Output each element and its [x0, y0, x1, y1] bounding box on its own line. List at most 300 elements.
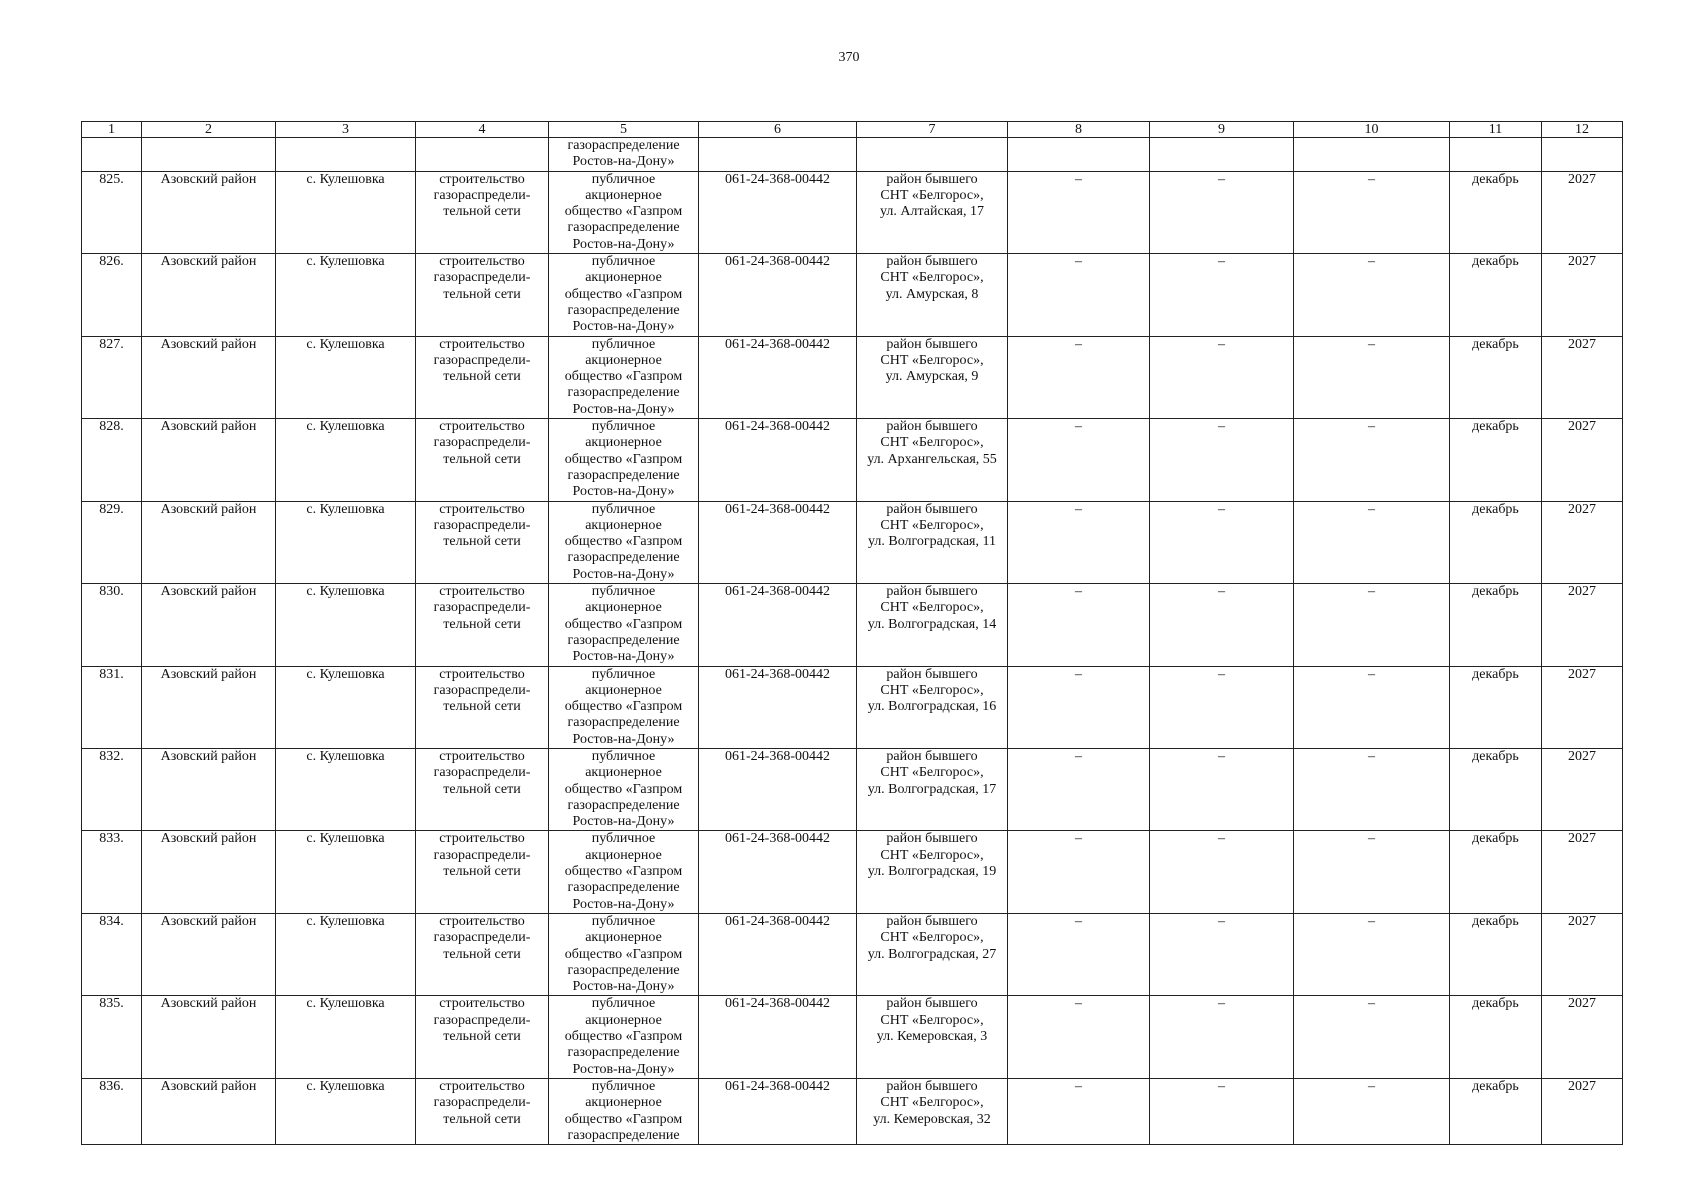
work-type-line: тельной сети — [443, 369, 521, 385]
table-row — [82, 748, 1623, 830]
registry-code-cell: 061-24-368-00442 — [699, 336, 857, 418]
organization-line: газораспределение — [567, 632, 680, 648]
district-cell: Азовский район — [142, 913, 276, 995]
organization-line: общество «Газпром — [564, 864, 683, 880]
row-number-cell: 829. — [82, 501, 142, 583]
address-line: ул. Амурская, 9 — [885, 369, 979, 385]
address-line: СНТ «Белгорос», — [880, 517, 984, 533]
registry-code-cell: 061-24-368-00442 — [699, 419, 857, 501]
address-line: ул. Волгоградская, 19 — [867, 864, 997, 880]
work-type-line: строительство — [439, 501, 525, 517]
work-type-line: тельной сети — [443, 204, 521, 220]
year-cell: 2027 — [1542, 831, 1623, 913]
table-row — [82, 831, 1623, 913]
organization-line: газораспределение — [567, 220, 680, 236]
col8-cell: – — [1008, 748, 1150, 830]
table-row — [82, 1078, 1623, 1144]
registry-code-cell: 061-24-368-00442 — [699, 831, 857, 913]
empty-cell — [1150, 138, 1294, 172]
organization-line: акционерное — [585, 1095, 662, 1111]
address-cell — [857, 666, 1008, 748]
organization-line: общество «Газпром — [564, 369, 683, 385]
organization-line: газораспределение — [567, 467, 680, 483]
address-line: район бывшего — [886, 419, 978, 435]
organization-line: газораспределение — [567, 1045, 680, 1061]
organization-line: акционерное — [585, 600, 662, 616]
work-type-cell — [416, 501, 549, 583]
work-type-cell — [416, 666, 549, 748]
work-type-line: строительство — [439, 254, 525, 270]
col10-cell: – — [1294, 501, 1450, 583]
organization-line: общество «Газпром — [564, 286, 683, 302]
address-line: СНТ «Белгорос», — [880, 930, 984, 946]
address-line: СНТ «Белгорос», — [880, 435, 984, 451]
address-line: ул. Волгоградская, 16 — [867, 699, 997, 715]
organization-line: Ростов-на-Дону» — [572, 649, 675, 665]
empty-cell — [699, 138, 857, 172]
organization-line: публичное — [591, 171, 656, 187]
work-type-line: газораспредели- — [433, 1095, 531, 1111]
address-cell — [857, 996, 1008, 1078]
empty-cell — [1542, 138, 1623, 172]
address-line: ул. Кемеровская, 32 — [873, 1111, 991, 1127]
col10-cell: – — [1294, 419, 1450, 501]
organization-line: Ростов-на-Дону» — [572, 154, 675, 170]
organization-line: Ростов-на-Дону» — [572, 236, 675, 252]
month-cell: декабрь — [1450, 666, 1542, 748]
address-cell — [857, 584, 1008, 666]
col8-cell: – — [1008, 501, 1150, 583]
col9-cell: – — [1150, 913, 1294, 995]
organization-line: публичное — [591, 501, 656, 517]
registry-code-cell: 061-24-368-00442 — [699, 171, 857, 253]
address-line: СНТ «Белгорос», — [880, 187, 984, 203]
work-type-line: газораспредели- — [433, 847, 531, 863]
empty-cell — [416, 138, 549, 172]
registry-code-cell: 061-24-368-00442 — [699, 254, 857, 336]
registry-code-cell: 061-24-368-00442 — [699, 913, 857, 995]
district-cell: Азовский район — [142, 831, 276, 913]
table-body — [82, 122, 1623, 1145]
table-row — [82, 254, 1623, 336]
address-line: ул. Волгоградская, 17 — [867, 781, 997, 797]
col8-cell: – — [1008, 584, 1150, 666]
registry-code-cell: 061-24-368-00442 — [699, 666, 857, 748]
organization-line: публичное — [591, 419, 656, 435]
locality-cell: с. Кулешовка — [276, 748, 416, 830]
col9-cell: – — [1150, 171, 1294, 253]
column-number: 12 — [1542, 122, 1623, 138]
organization-line: Ростов-на-Дону» — [572, 566, 675, 582]
organization-line: Ростов-на-Дону» — [572, 731, 675, 747]
address-line: СНТ «Белгорос», — [880, 1012, 984, 1028]
district-cell: Азовский район — [142, 996, 276, 1078]
col10-cell: – — [1294, 748, 1450, 830]
organization-line: акционерное — [585, 352, 662, 368]
organization-line: газораспределение — [567, 302, 680, 318]
address-cell — [857, 913, 1008, 995]
address-line: ул. Волгоградская, 27 — [867, 946, 997, 962]
work-type-line: тельной сети — [443, 451, 521, 467]
organization-line: акционерное — [585, 517, 662, 533]
month-cell: декабрь — [1450, 831, 1542, 913]
address-line: СНТ «Белгорос», — [880, 600, 984, 616]
work-type-line: тельной сети — [443, 1029, 521, 1045]
work-type-line: строительство — [439, 336, 525, 352]
organization-line: Ростов-на-Дону» — [572, 319, 675, 335]
organization-line: газораспределение — [567, 550, 680, 566]
row-number-cell: 834. — [82, 913, 142, 995]
empty-cell — [142, 138, 276, 172]
organization-line: общество «Газпром — [564, 699, 683, 715]
col10-cell: – — [1294, 254, 1450, 336]
address-cell — [857, 419, 1008, 501]
work-type-line: строительство — [439, 584, 525, 600]
address-line: район бывшего — [886, 831, 978, 847]
work-type-line: строительство — [439, 913, 525, 929]
address-line: район бывшего — [886, 748, 978, 764]
organization-line: публичное — [591, 254, 656, 270]
organization-line: газораспределение — [567, 385, 680, 401]
work-type-line: тельной сети — [443, 616, 521, 632]
year-cell: 2027 — [1542, 501, 1623, 583]
organization-cell — [549, 336, 699, 418]
month-cell: декабрь — [1450, 171, 1542, 253]
col8-cell: – — [1008, 254, 1150, 336]
organization-cell — [549, 419, 699, 501]
empty-cell — [276, 138, 416, 172]
work-type-line: газораспредели- — [433, 187, 531, 203]
work-type-cell — [416, 913, 549, 995]
locality-cell: с. Кулешовка — [276, 996, 416, 1078]
locality-cell: с. Кулешовка — [276, 171, 416, 253]
address-line: район бывшего — [886, 996, 978, 1012]
col8-cell: – — [1008, 666, 1150, 748]
year-cell: 2027 — [1542, 1078, 1623, 1144]
address-cell — [857, 336, 1008, 418]
organization-line: Ростов-на-Дону» — [572, 401, 675, 417]
col9-cell: – — [1150, 419, 1294, 501]
address-line: СНТ «Белгорос», — [880, 847, 984, 863]
page-number: 370 — [838, 50, 860, 65]
work-type-line: газораспредели- — [433, 682, 531, 698]
row-number-cell: 827. — [82, 336, 142, 418]
col9-cell: – — [1150, 996, 1294, 1078]
column-number: 9 — [1150, 122, 1294, 138]
address-line: район бывшего — [886, 666, 978, 682]
organization-line: общество «Газпром — [564, 204, 683, 220]
address-line: СНТ «Белгорос», — [880, 682, 984, 698]
work-type-cell — [416, 419, 549, 501]
work-type-line: газораспредели- — [433, 1012, 531, 1028]
column-number-row — [82, 122, 1623, 138]
table-row — [82, 666, 1623, 748]
address-line: ул. Кемеровская, 3 — [876, 1029, 988, 1045]
col9-cell: – — [1150, 748, 1294, 830]
registry-code-cell: 061-24-368-00442 — [699, 996, 857, 1078]
organization-line: газораспределение — [567, 138, 680, 153]
registry-code-cell: 061-24-368-00442 — [699, 1078, 857, 1144]
work-type-line: газораспредели- — [433, 930, 531, 946]
locality-cell: с. Кулешовка — [276, 254, 416, 336]
organization-line: Ростов-на-Дону» — [572, 979, 675, 995]
row-number-cell: 828. — [82, 419, 142, 501]
district-cell: Азовский район — [142, 584, 276, 666]
empty-cell — [1450, 138, 1542, 172]
organization-line: газораспределение — [567, 1127, 680, 1143]
organization-line: акционерное — [585, 187, 662, 203]
row-number-cell: 825. — [82, 171, 142, 253]
work-type-line: газораспредели- — [433, 352, 531, 368]
work-type-line: строительство — [439, 419, 525, 435]
col8-cell: – — [1008, 171, 1150, 253]
year-cell: 2027 — [1542, 171, 1623, 253]
organization-line: акционерное — [585, 270, 662, 286]
col9-cell: – — [1150, 831, 1294, 913]
month-cell: декабрь — [1450, 996, 1542, 1078]
organization-line: общество «Газпром — [564, 451, 683, 467]
col10-cell: – — [1294, 171, 1450, 253]
organization-cell — [549, 1078, 699, 1144]
table-row — [82, 913, 1623, 995]
address-line: ул. Архангельская, 55 — [867, 451, 997, 467]
organization-line: газораспределение — [567, 962, 680, 978]
address-line: СНТ «Белгорос», — [880, 352, 984, 368]
work-type-cell — [416, 336, 549, 418]
col10-cell: – — [1294, 666, 1450, 748]
organization-line: Ростов-на-Дону» — [572, 896, 675, 912]
address-line: район бывшего — [886, 336, 978, 352]
address-line: ул. Волгоградская, 14 — [867, 616, 997, 632]
col9-cell: – — [1150, 501, 1294, 583]
organization-line: Ростов-на-Дону» — [572, 484, 675, 500]
organization-line: газораспределение — [567, 797, 680, 813]
address-cell — [857, 831, 1008, 913]
col10-cell: – — [1294, 584, 1450, 666]
empty-cell — [1008, 138, 1150, 172]
address-line: район бывшего — [886, 584, 978, 600]
col8-cell: – — [1008, 913, 1150, 995]
column-number: 11 — [1450, 122, 1542, 138]
address-line: район бывшего — [886, 501, 978, 517]
organization-cell — [549, 913, 699, 995]
organization-line: публичное — [591, 996, 656, 1012]
year-cell: 2027 — [1542, 666, 1623, 748]
address-line: СНТ «Белгорос», — [880, 765, 984, 781]
work-type-cell — [416, 171, 549, 253]
locality-cell: с. Кулешовка — [276, 584, 416, 666]
row-number-cell: 836. — [82, 1078, 142, 1144]
registry-code-cell: 061-24-368-00442 — [699, 501, 857, 583]
col9-cell: – — [1150, 336, 1294, 418]
row-number-cell: 826. — [82, 254, 142, 336]
row-number-cell: 830. — [82, 584, 142, 666]
address-line: район бывшего — [886, 913, 978, 929]
district-cell: Азовский район — [142, 748, 276, 830]
work-type-line: строительство — [439, 831, 525, 847]
locality-cell: с. Кулешовка — [276, 831, 416, 913]
work-type-line: строительство — [439, 1078, 525, 1094]
organization-cell — [549, 584, 699, 666]
district-cell: Азовский район — [142, 501, 276, 583]
organization-line: общество «Газпром — [564, 1111, 683, 1127]
organization-line: публичное — [591, 748, 656, 764]
organization-line: акционерное — [585, 682, 662, 698]
year-cell: 2027 — [1542, 254, 1623, 336]
organization-line: общество «Газпром — [564, 616, 683, 632]
organization-line: акционерное — [585, 847, 662, 863]
col8-cell: – — [1008, 996, 1150, 1078]
organization-line: акционерное — [585, 1012, 662, 1028]
row-number-cell: 835. — [82, 996, 142, 1078]
work-type-line: тельной сети — [443, 946, 521, 962]
year-cell: 2027 — [1542, 584, 1623, 666]
locality-cell: с. Кулешовка — [276, 913, 416, 995]
locality-cell: с. Кулешовка — [276, 1078, 416, 1144]
locality-cell: с. Кулешовка — [276, 666, 416, 748]
row-number-cell: 832. — [82, 748, 142, 830]
table-row — [82, 584, 1623, 666]
work-type-line: строительство — [439, 666, 525, 682]
month-cell: декабрь — [1450, 254, 1542, 336]
locality-cell: с. Кулешовка — [276, 336, 416, 418]
row-number-cell: 833. — [82, 831, 142, 913]
continuation-row — [82, 138, 1623, 172]
address-cell — [857, 171, 1008, 253]
work-type-line: тельной сети — [443, 864, 521, 880]
empty-cell — [1294, 138, 1450, 172]
address-line: ул. Алтайская, 17 — [880, 204, 984, 220]
table-row — [82, 419, 1623, 501]
column-number: 8 — [1008, 122, 1150, 138]
empty-cell — [82, 138, 142, 172]
col8-cell: – — [1008, 831, 1150, 913]
organization-line: акционерное — [585, 765, 662, 781]
work-type-line: газораспредели- — [433, 435, 531, 451]
month-cell: декабрь — [1450, 913, 1542, 995]
organization-line: публичное — [591, 336, 656, 352]
work-type-line: газораспредели- — [433, 517, 531, 533]
work-type-line: газораспредели- — [433, 270, 531, 286]
col8-cell: – — [1008, 1078, 1150, 1144]
district-cell: Азовский район — [142, 171, 276, 253]
address-line: район бывшего — [886, 254, 978, 270]
column-number: 5 — [549, 122, 699, 138]
col10-cell: – — [1294, 913, 1450, 995]
work-type-line: тельной сети — [443, 1111, 521, 1127]
organization-line: общество «Газпром — [564, 534, 683, 550]
address-line: СНТ «Белгорос», — [880, 1095, 984, 1111]
address-line: район бывшего — [886, 1078, 978, 1094]
address-cell — [857, 501, 1008, 583]
column-number: 1 — [82, 122, 142, 138]
year-cell: 2027 — [1542, 419, 1623, 501]
work-type-line: тельной сети — [443, 781, 521, 797]
work-type-cell — [416, 831, 549, 913]
year-cell: 2027 — [1542, 336, 1623, 418]
col10-cell: – — [1294, 1078, 1450, 1144]
registry-code-cell: 061-24-368-00442 — [699, 748, 857, 830]
organization-line: общество «Газпром — [564, 781, 683, 797]
district-cell: Азовский район — [142, 254, 276, 336]
organization-line: акционерное — [585, 930, 662, 946]
organization-line: газораспределение — [567, 880, 680, 896]
organization-cell — [549, 831, 699, 913]
col10-cell: – — [1294, 831, 1450, 913]
col10-cell: – — [1294, 996, 1450, 1078]
row-number-cell: 831. — [82, 666, 142, 748]
address-line: район бывшего — [886, 171, 978, 187]
table-row — [82, 171, 1623, 253]
work-type-cell — [416, 748, 549, 830]
col10-cell: – — [1294, 336, 1450, 418]
column-number: 2 — [142, 122, 276, 138]
year-cell: 2027 — [1542, 748, 1623, 830]
work-type-cell — [416, 584, 549, 666]
month-cell: декабрь — [1450, 419, 1542, 501]
column-number: 4 — [416, 122, 549, 138]
address-line: ул. Амурская, 8 — [885, 286, 979, 302]
table-row — [82, 996, 1623, 1078]
district-cell: Азовский район — [142, 336, 276, 418]
address-cell — [857, 1078, 1008, 1144]
organization-line: Ростов-на-Дону» — [572, 814, 675, 830]
work-type-line: строительство — [439, 171, 525, 187]
year-cell: 2027 — [1542, 913, 1623, 995]
address-cell — [857, 748, 1008, 830]
work-type-line: строительство — [439, 748, 525, 764]
locality-cell: с. Кулешовка — [276, 501, 416, 583]
col9-cell: – — [1150, 1078, 1294, 1144]
col9-cell: – — [1150, 584, 1294, 666]
organization-line: Ростов-на-Дону» — [572, 1061, 675, 1077]
work-type-line: тельной сети — [443, 286, 521, 302]
col9-cell: – — [1150, 254, 1294, 336]
column-number: 10 — [1294, 122, 1450, 138]
organization-line: общество «Газпром — [564, 946, 683, 962]
address-line: ул. Волгоградская, 11 — [868, 534, 996, 550]
register-table — [81, 121, 1623, 1145]
work-type-line: газораспредели- — [433, 600, 531, 616]
organization-cell — [549, 138, 699, 172]
organization-line: публичное — [591, 584, 656, 600]
month-cell: декабрь — [1450, 748, 1542, 830]
column-number: 3 — [276, 122, 416, 138]
address-line: СНТ «Белгорос», — [880, 270, 984, 286]
work-type-cell — [416, 254, 549, 336]
work-type-cell — [416, 996, 549, 1078]
table-row — [82, 336, 1623, 418]
organization-cell — [549, 666, 699, 748]
month-cell: декабрь — [1450, 584, 1542, 666]
month-cell: декабрь — [1450, 501, 1542, 583]
registry-code-cell: 061-24-368-00442 — [699, 584, 857, 666]
year-cell: 2027 — [1542, 996, 1623, 1078]
work-type-line: тельной сети — [443, 699, 521, 715]
organization-cell — [549, 171, 699, 253]
organization-cell — [549, 748, 699, 830]
col9-cell: – — [1150, 666, 1294, 748]
month-cell: декабрь — [1450, 336, 1542, 418]
organization-line: акционерное — [585, 435, 662, 451]
work-type-cell — [416, 1078, 549, 1144]
organization-line: публичное — [591, 1078, 656, 1094]
organization-cell — [549, 996, 699, 1078]
column-number: 6 — [699, 122, 857, 138]
empty-cell — [857, 138, 1008, 172]
column-number: 7 — [857, 122, 1008, 138]
district-cell: Азовский район — [142, 1078, 276, 1144]
